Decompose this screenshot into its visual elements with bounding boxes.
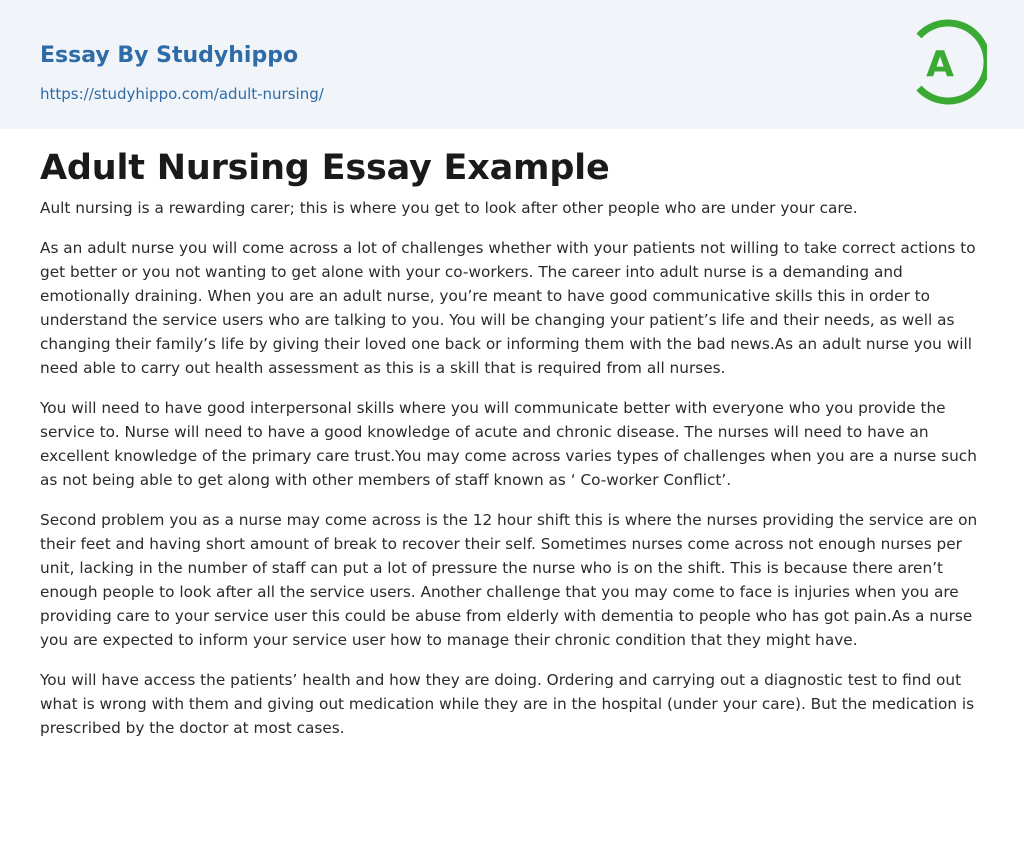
site-brand-title[interactable]: Essay By Studyhippo bbox=[40, 43, 299, 68]
essay-paragraph: As an adult nurse you will come across a lot of challenges whether with your patients not willing to take correct actions to get better or you not wanting to get alone with your co-workers. The career into adult nurse is a demanding and emotionally draining. When you are an adult nurse, you’re meant to have good communicative skills this in order to understand the service users who are talking to you. You will be changing your patient’s life and their needs, as well as changing their family’s life by giving their loved one back or informing them with the bad news.As an adult nurse you will need able to carry out health assessment as this is a skill that is required from all nurses. bbox=[40, 239, 976, 377]
essay-paragraph: Ault nursing is a rewarding carer; this is where you get to look after other people who are under your care. bbox=[40, 199, 858, 217]
essay-paragraph: You will need to have good interpersonal skills where you will communicate better with everyone who you provide the service to. Nurse will need to have a good knowledge of acute and chronic disease. The nurses will need to have an excellent knowledge of the primary care trust.You may come across varies types of challenges when you are a nurse such as not being able to get along with other members of staff known as ‘ Co-worker Conflict’. bbox=[40, 399, 977, 489]
essay-paragraph: You will have access the patients’ health and how they are doing. Ordering and carrying out a diagnostic test to find out what is wrong with them and giving out medication while they are in the hospital (under your care). But the medication is prescribed by the doctor at most cases. bbox=[40, 671, 975, 737]
site-header bbox=[0, 0, 1024, 129]
essay-paragraph: Second problem you as a nurse may come across is the 12 hour shift this is where the nurses providing the service are on their feet and having short amount of break to recover their self. Sometimes nurses come across not enough nurses per unit, lacking in the number of staff can put a lot of pressure the nurse who is on the shift. This is because there aren’t enough people to look after all the service users. Another challenge that you may come to face is injuries when you are providing care to your service user this could be abuse from elderly with dementia to people who has got pain.As a nurse you are expected to inform your service user how to manage their chronic condition that they might have. bbox=[40, 511, 978, 649]
essay-article bbox=[40, 140, 984, 756]
studyhippo-logo-icon[interactable] bbox=[911, 19, 987, 105]
logo-letter: A bbox=[926, 44, 954, 85]
page-url-link[interactable]: https://studyhippo.com/adult-nursing/ bbox=[40, 85, 324, 103]
page-title: Adult Nursing Essay Example bbox=[40, 148, 610, 188]
